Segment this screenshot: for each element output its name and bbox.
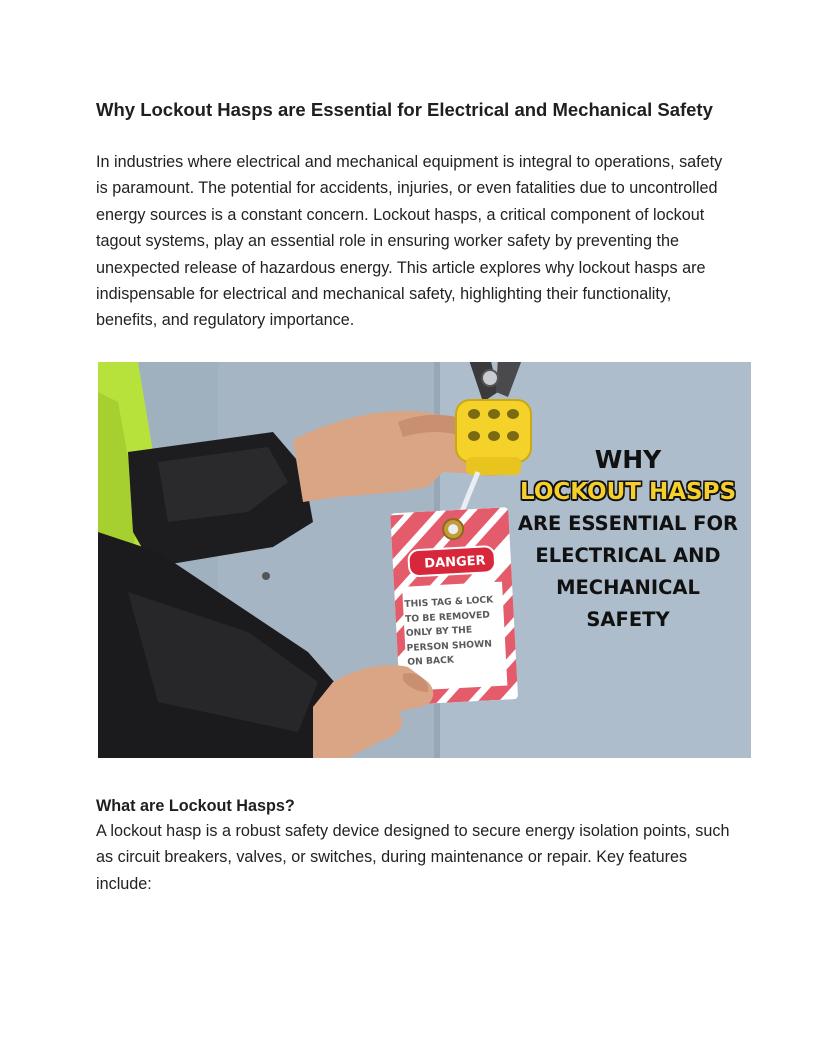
headline-line: MECHANICAL (556, 576, 700, 599)
hero-image (98, 362, 751, 758)
section-paragraph: A lockout hasp is a robust safety device designed to secure energy isolation points, such as circuit breakers, valves, or switches, during maintenance or repair. Key features include: (96, 822, 730, 893)
intro-paragraph: In industries where electrical and mechanical equipment is integral to operations, safety is paramount. The potential for accidents, injuries, or even fatalities due to uncontrolled energy sources is a constant concern. Lockout hasps, a critical component of lockout tagout systems, play an essential role in ensuring worker safety by preventing the unexpected release of hazardous energy. This article explores why lockout hasps are indispensable for electrical and mechanical safety, highlighting their functionality, benefits, and regulatory importance. (96, 153, 723, 330)
tag-danger-label: DANGER (423, 553, 486, 572)
tag-line: TO BE REMOVED (404, 609, 491, 625)
tag-line: THIS TAG & LOCK (404, 594, 494, 610)
section-heading: What are Lockout Hasps? (96, 797, 295, 815)
tag-line: ONLY BY THE (405, 624, 473, 640)
tag-line: PERSON SHOWN (406, 638, 493, 654)
tag-warning-text (404, 593, 508, 671)
headline-line: WHY (594, 445, 662, 474)
hero-headline (503, 444, 751, 636)
headline-line: SAFETY (586, 608, 670, 631)
article-title: Why Lockout Hasps are Essential for Electrical and Mechanical Safety (96, 99, 713, 120)
tag-line: ON BACK (407, 654, 455, 669)
headline-line: ARE ESSENTIAL FOR (517, 512, 739, 535)
headline-accent: LOCKOUT HASPS (519, 479, 737, 505)
headline-line: ELECTRICAL AND (535, 544, 721, 567)
